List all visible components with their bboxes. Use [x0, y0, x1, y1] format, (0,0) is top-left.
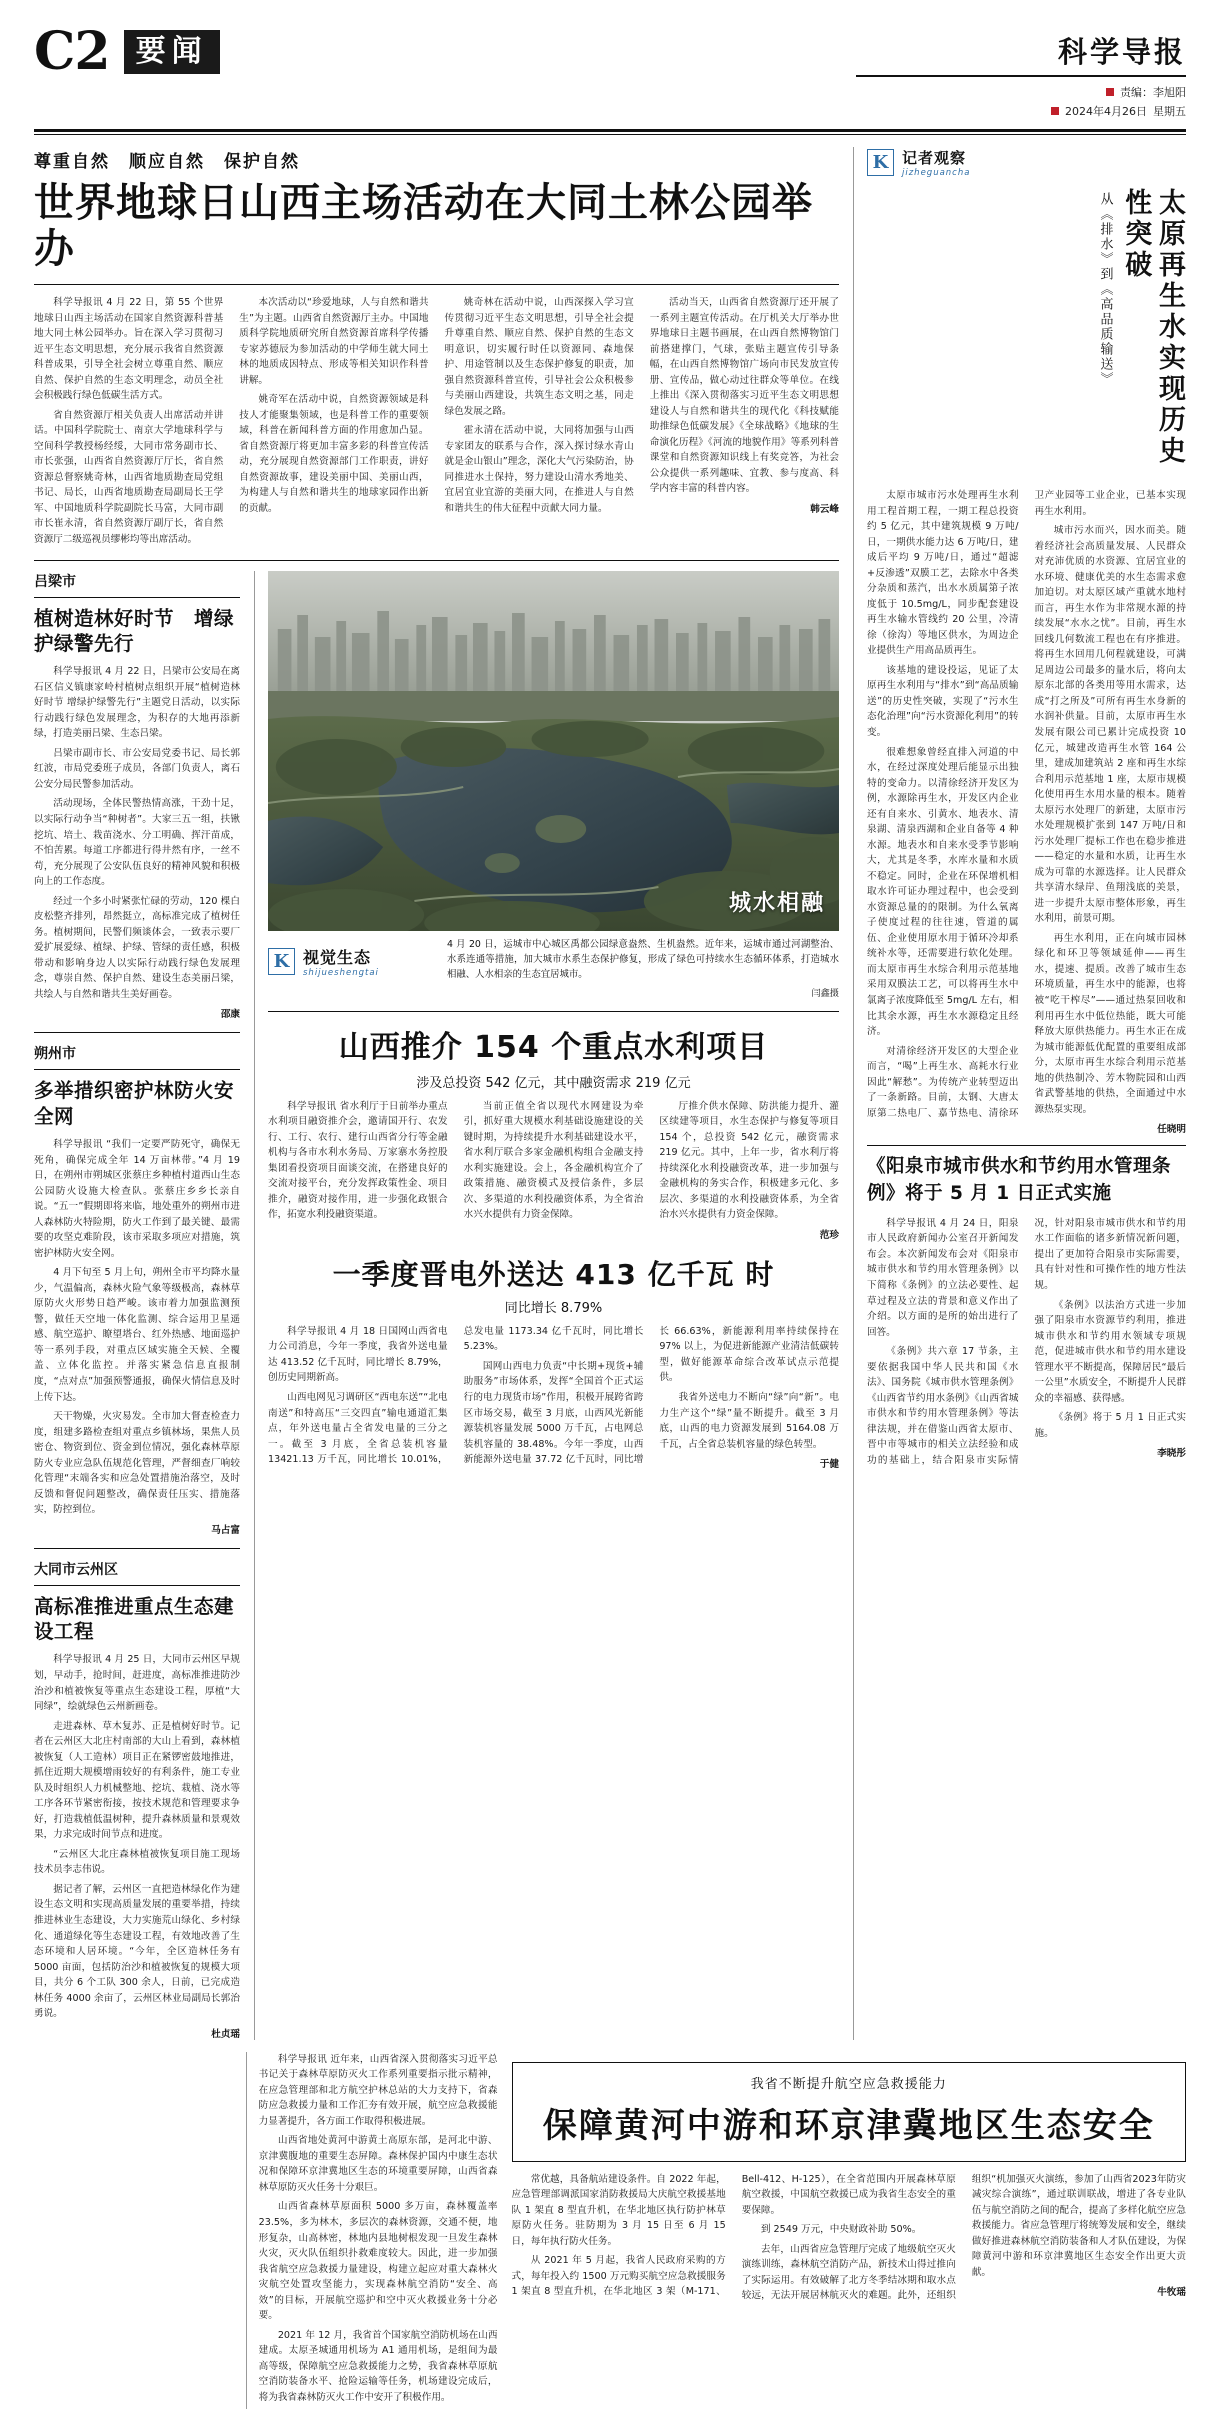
rail-paragraph: 对清徐经济开发区的大型企业而言，“喝”上再生水、高耗水行业因此“解愁”。为传统产业转型迈出了一条新路。目前，太钢、大唐太原第二热电厂、嘉节热电、清徐环卫产业园等工业企业，已基本实现再生水利用。	[867, 490, 1186, 1119]
lead-story	[34, 147, 839, 548]
rail-sub-paragraph: 《条例》以法治方式进一步加强了阳泉市水资源节约利用，推进城市供水和节约用水领域专项规范，促进城市供水和节约用水建设管理水平不断提高，保障居民“最后一公里”水质安全，不断提升人民群众的幸福感、获得感。	[1034, 1299, 1186, 1404]
red-square-icon-2	[1051, 107, 1059, 115]
forest-paragraph: 去年，山西省应急管理厅完成了地级航空灭火演练训练，森林航空消防产品，新技术山得过推向了实际运用。有效破解了北方冬季结冰期和取水点较远，无法开展居林航灭火的难题。此外，还组织组织“机加强灭火演练，参加了山西省2023年防灾减灾综合演练”，通过联训联战，增进了各专业队伍与航空消防之间的配合，提高了多样化航空应急救援能力。省应急管理厅将统筹发展和安全，继续做好推进森林航空消防装备和人才队伍建设，为保障黄河中游和环京津冀地区生态安全作出更大贡献。	[741, 2173, 1186, 2302]
story-paragraph: 据记者了解，云州区一直把造林绿化作为建设生态文明和实现高质量发展的重要举措，持续推进林业生态建设，大力实施荒山绿化、乡村绿化、通道绿化等生态建设工程，有效地改善了生态环境和人居环境。“今年，全区造林任务有 5000 亩面，包括防治沙和植被恢复的规模大项目，共分 6 个工队 300 余人，日前，已完成造林任务 4000 余亩了，云州区林业局副局长郭治勇说。	[34, 1883, 240, 2020]
story-paragraph: “云州区大北庄森林植被恢复项目施工现场技术员李志伟说。	[34, 1848, 240, 1876]
story-lvliang	[34, 571, 240, 1021]
lead-body	[34, 295, 839, 548]
main-column	[34, 147, 839, 2040]
lead-paragraph: 姚奇军在活动中说，自然资源领域是科技人才能聚集领域，也是科普工作的重要领域，科普在新闻科普方面的作用愈加凸显。省自然资源厅将更加丰富多彩的科普宣传活动，充分展现自然资源部门工作职责，讲好自然资源故事，建设美丽中国、美丽山西，为构建人与自然和谐共生的地球家园作出新的贡献。	[239, 394, 429, 514]
story-paragraph: 天干物燥，火灾易发。全市加大督查检查力度，组建多路检查组对重点乡镇林场，果焦人员密仓、物资到位、资金到位情况，强化森林草原防火专业应急队伍规范化管理，严督细查厂响较化管理“末端各实和应急处置措施治落空，及时反馈和督促问题整改，确保责任压实、措施落实，防控到位。	[34, 1411, 240, 1516]
page-grid	[34, 147, 1186, 2040]
story-divider-2	[34, 1548, 240, 1549]
rail-headline: 太原再生水实现历史性突破	[1120, 188, 1185, 467]
k-logo-icon: K	[268, 948, 295, 975]
story-shuozhou	[34, 1043, 240, 1535]
story-paragraph: 科学导报讯 “我们一定要严防死守，确保无死角，确保完成全年 14 万亩林带。”4 月 19 日，在朔州市朔城区张蔡庄乡种植村道西山生态公园防火设施大检查队。张蔡庄乡乡长亲自说。“五一”假期即将来临，地处重外的朔州市进人森林防火特险期，防火工作到了最关键、最需要的攻坚克难阶段，该市采取多项应对措施，筑密护林防火安全网。	[34, 1139, 240, 1259]
lead-paragraph: 科学导报讯 4 月 22 日，第 55 个世界地球日山西主场活动在国家自然资源科普基地大同土林公园举办。旨在深入学习贯彻习近平生态文明思想，充分展示我省自然资源科普成果，引导全社会树立尊重自然、顺应自然、保护自然的生态文明理念，动员全社会积极践行绿色低碳生活方式。	[34, 297, 224, 402]
rail-sub-paragraph: 《条例》将于 5 月 1 日正式实施。	[1034, 1412, 1186, 1439]
story-byline: 马占富	[211, 1524, 240, 1536]
bottom-banner-block	[512, 2052, 1186, 2409]
rail-paragraph: 城市污水而兴，因水而美。随着经济社会高质量发展、人民群众对充沛优质的水资源、宜居宜业的水环境、健康优美的水生态需求愈加迫切。对太原区域产重就水地村而言，再生水作为非常规水源的持续发展“水水之忧”。目前，再生水回线几何数流工程也在有序推进。将再生水回用几何程就建设，可满足周边公司最多的量水后，将向太原东北部的各类用等用水需求，达成“打之所及”可所有再生水身新的水润补供量。目前，太原市再生水发展有限公司已累计完成投资 10 亿元，城建改造再生水管 164 公里，建成加建筑站 2 座和再生水综合利用示范基地 1 座，太原市规模化使用再生水用水量的根本。随着太原污水处理厂的新建，太原市污水处理规模扩张到 147 万吨/日和污水处理厂提标工作也在稳步推进——稳定的水量和水质，让再生水成为可靠的水源选择。让人民群众共享清水绿岸、鱼翔浅底的美景，进一步提升太原市整体形象，再生水利用，前景可期。	[1034, 525, 1186, 925]
issue-weekday: 星期五	[1153, 105, 1186, 118]
power-body	[268, 1324, 839, 1470]
rail-byline: 任晓明	[1157, 1124, 1186, 1136]
story-paragraph: 走进森林、草木复苏、正是植树好时节。记者在云州区大北庄村南部的大山上看到，森林植被恢复（人工造林）项目正在紧锣密鼓地推进，抓住近期大规模增雨较好的有利条件，施工专业队及时组织人力机械整地、挖坑、栽植、浇水等工序各环节紧密衔接，按技术规范和管理要求争好，打造栽植低温树种，提升森林质量和景观效果，力求完成时间节点和进度。	[34, 1720, 240, 1841]
page-number: C2	[34, 21, 110, 82]
forest-paragraph: 常优越，具备航站建设条件。自 2022 年起，应急管理部调派国家消防救援局大庆航空救援基地队 1 架直 8 型直升机，在华北地区执行防护林草原防火任务。驻防期为 3 月 15 日至 6 月 15 日，每年执行防火任务。	[511, 2173, 726, 2247]
story-paragraph: 活动现场，全体民警热情高涨，干劲十足，以实际行动争当“种树者”。大家三五一组，扶锹挖坑、培土、栽苗浇水、分工明确、挥汗苗成，不怕苦累。每道工序都进行得井然有序，一丝不苟，充分展现了公安队伍良好的精神风貌和积极向上的工作态度。	[34, 798, 240, 888]
forest-paragraph: 山西省地处黄河中游黄土高原东部，是河北中游、京津冀腹地的重要生态屏障。森林保护国内中康生态状况和保障环京津冀地区生态的环境重要屏障，山西省森林草原防灭火任务十分艰巨。	[258, 2135, 498, 2193]
forest-paragraph: 山西省森林草原面积 5000 多万亩，森林覆盖率 23.5%，多为林木，多层次的森林资源，交通不便，地形复杂，山高林密，林地内县地树根发现一旦发生森林火灾，灭火队伍组织扑救难度较大。因此，进一步加强我省航空应急救援力量建设，构建立起应对重大森林火灾航空处置攻坚能力，实现森林航空消防“安全、高效”的目标，开展航空巡护和空中灭火救援业务十分必要。	[258, 2201, 498, 2322]
rail-sub-paragraph: 科学导报讯 4 月 24 日，阳泉市人民政府新闻办公室召开新闻发布会。本次新闻发布会对《阳泉市城市供水和节约用水管理条例》以下简称《条例》的立法必要性、起草过程及立法的背景和意义作出了介绍。以方面的是所的始出进行了回答。	[867, 1217, 1019, 1338]
photo-overlay-caption: 城水相融	[728, 890, 825, 916]
masthead-meta	[856, 84, 1186, 119]
story-divider	[34, 1032, 240, 1033]
observe-title: 记者观察	[902, 149, 967, 167]
power-headline: 一季度晋电外送达 413 亿千瓦 时	[332, 1257, 775, 1291]
masthead	[34, 21, 1186, 119]
photo-credit: 闫鑫摄	[811, 987, 839, 999]
story-headline: 多举措织密护林防火安全网	[34, 1079, 235, 1128]
story-paragraph: 4 月下旬至 5 月上旬，朔州全市平均降水量少，气温偏高，森林火险气象等级极高，森林草原防火火形势日趋严峻。该市着力加强监测预警，做任天空地一体化监测、综合运用卫星遥感、航空巡护、瞭望塔台、红外热感、地面巡护等一系列手段，对重点区域实施全天候、全覆盖、立体化监控。并落实紧急信息直报制度，“点对点”加强预警通报，确保火情信息及时上传下达。	[34, 1267, 240, 1403]
water-paragraph: 当前正值全省以现代水网建设为牵引，抓好重大规模水利基础设施建设的关键时期，为持续提升水利基础建设水平，省水利厅联合多家金融机构组合金融支持水利实施建设。会上，各金融机构宣介了政策措施、融资模式及授信条件，多层次、多渠道的水利投融资体系，为全省治水兴水提供有力资金保障。	[463, 1100, 644, 1221]
right-rail	[853, 147, 1186, 2040]
power-paragraph: 我省外送电力不断向“绿”向“新”。电力生产这个“绿”量不断提升。截至 3 月底，山西的电力资源发展到 5164.08 万千瓦，占全省总装机容量的绿色转型。	[659, 1392, 839, 1450]
power-byline: 于健	[819, 1459, 839, 1471]
mid-band	[34, 571, 839, 2040]
reporter-observe-label	[867, 147, 1186, 178]
visual-eco-title: 视觉生态	[303, 947, 372, 967]
water-body	[268, 1099, 839, 1241]
story-paragraph: 科学导报讯 4 月 25 日，大同市云州区早规划，早动手，抢时间，赶进度，高标准推进防沙治沙和植被恢复等重点生态建设工程，厚植“大同绿”，绘就绿色云州新画卷。	[34, 1654, 240, 1713]
rail-sub-paragraph: 《条例》共六章 17 节条，主要依据我国中华人民共和国《水法》、国务院《城市供水管理条例》《山西省节约用水条例》《山西省城市供水和节约用水管理条例》等法律法规，并在借鉴山西省太原市、晋中市等城市的相关立法经验和成功的基础上，结合阳泉市实际情况，针对阳泉市城市供水和节约用水工作面临的诸多新情况新问题，提出了更加符合阳泉市实际需要，具有针对性和可操作性的地方性法规。	[867, 1217, 1186, 1466]
photo-block	[268, 571, 839, 931]
forest-paragraph: 从 2021 年 5 月起，我省人民政府采购的方式，每年投入约 1500 万元购买航空应急救援服务 1 架直 8 型直升机，在华北地区 3 架（M-171、Bell-412、H-125），在全省范围内开展森林草原航空救援，中国航空救援已成为我省生态安全的重要保障。	[511, 2173, 956, 2298]
story-rule	[34, 1585, 240, 1586]
story-paragraph: 经过一个多小时紧张忙碌的劳动，120 棵白皮松整齐排列，昂然挺立，高标准完成了植树任务。植树期间，民警们频谈体会，一致表示要厂爱扩展爱绿、植绿、护绿、管绿的责任感，积极带动和影响身边人以实际行动践行绿色发展理念，尊崇自然、保护自然、建设生态美丽吕梁，共绘人与自然和谐共生美好画卷。	[34, 895, 240, 1000]
editor-label: 责编：李旭阳	[1120, 86, 1186, 99]
rail-sub-body	[867, 1216, 1186, 1469]
masthead-divider-2	[34, 134, 1186, 135]
lead-paragraph: 霍永清在活动中说，大同将加强与山西专家团友的联系与合作，深入探讨绿水青山就是金山银山”理念，深化大气污染防治，协同推进水土保持，努力建设山清水秀地美、宜居宜业宜游的美丽大同，在推进人与自然和谐共生的伟大征程中贡献大同力量。	[444, 425, 634, 514]
water-paragraph: 科学导报讯 省水利厅于日前举办重点水利项目融资推介会，邀请国开行、农发行、工行、农行、建行山西省分行等金融机构与各市水利水务局、万家寨水务控股集团看投资项目面谈交流，在搭建良好的交流对接平台，充分发挥政策性金、项目推介，融资对接作用，进一步强化政银合作，拓宽水利投融资渠道。	[268, 1100, 448, 1221]
lead-paragraph: 本次活动以“珍爱地球，人与自然和谐共生”为主题。山西省自然资源厅主办。中国地质科学院地质研究所自然资源首席科学传播专家苏德辰为参加活动的中学师生就大同土林的地质成因特点、形成等相关知识作科普讲解。	[239, 297, 429, 386]
lead-headline: 世界地球日山西主场活动在大同土林公园举办	[34, 180, 813, 272]
lead-paragraph: 省自然资源厅相关负责人出席活动并讲话。中国科学院院士、南京大学地球科学与空间科学教授杨经绥，大同市常务副市长、市长张强，山西省自然资源厅厅长，省自然资源总督察姚奇林，山西省地质勘查局党组书记、局长，山西省地质勘查局副局长王学军、中国地质科学院副院长马富，大同市副市长崔永清，省自然资源厅副厅长，省自然资源厅二级巡视员缪彬均等出席活动。	[34, 409, 224, 545]
banner	[512, 2062, 1186, 2162]
masthead-left	[34, 21, 220, 82]
left-stories-column	[34, 571, 240, 2040]
water-subhead: 涉及总投资 542 亿元，其中融资需求 219 亿元	[416, 1075, 691, 1091]
lead-rule	[34, 284, 839, 285]
story-headline: 高标准推进重点生态建设工程	[34, 1594, 235, 1644]
visual-eco-pinyin: shijueshengtai	[303, 967, 379, 978]
forest-paragraph: 到 2549 万元，中央财政补助 50%。	[760, 2224, 922, 2236]
lead-paragraph: 姚奇林在活动中说，山西深探入学习宣传贯彻习近平生态文明思想，引导全社会提升尊重自然、顺应自然、保护自然的生态文明意识，切实履行时任以资源同、森地保护、用途管制以及生态保护修复的职责，加强自然资源科普宣传，引导社会公众积极参与美丽山西建设，共筑生态文明之基，同走绿色发展之路。	[444, 297, 634, 417]
city-tag: 大同市云州区	[34, 1561, 118, 1578]
masthead-divider	[34, 129, 1186, 132]
photo-caption-row	[268, 937, 839, 999]
lead-kicker: 尊重自然 顺应自然 保护自然	[34, 152, 300, 172]
bottom-spacer-left	[34, 2052, 232, 2409]
bottom-forest-left	[246, 2052, 498, 2409]
water-paragraph: 厅推介供水保障、防洪能力提升、灌区续建等项目，水生态保护与修复等项目 154 个，总投资 542 亿元，融资需求 219 亿元。其中，上年一步，省水利厅将持续深化水利投融资改革，进一步加强与金融机构的务实合作，积极建多元化、多层次、多渠道的水利投融资体系，为全省治水兴水提供有力资金保障。	[659, 1100, 839, 1221]
story-rule	[34, 1069, 240, 1070]
lead-byline: 韩云峰	[810, 503, 839, 515]
banner-kicker: 我省不断提升航空应急救援能力	[750, 2076, 947, 2092]
observe-pinyin: jizheguancha	[902, 168, 971, 178]
rail-paragraph: 该基地的建设投运，见证了太原再生水利用与“排水”到“高品质输送”的历史性突破，实现了“污水生态化治理”向“污水资源化利用”的转变。	[867, 664, 1019, 738]
story-headline: 植树造林好时节 增绿护绿警先行	[34, 606, 235, 655]
rail-paragraph: 再生水利用，正在向城市园林绿化和环卫等领域延伸——再生水，提速、提质。改善了城市生态环境质量，再生水中的能源，也将被“吃干榨尽”——通过热泵回收和利用再生水中低位热能，既大可能释放大原供热能力。再生水正在成为城市能源低优配置的重要组成部分，太原市再生水综合利用示范基地的供热制冷、芳木物院园和山西省武警基地的供热，全面通过中水源热泵实现。	[1034, 932, 1186, 1115]
section-divider	[34, 560, 839, 561]
date-row	[1051, 103, 1186, 119]
k-logo-icon-2: K	[867, 149, 894, 176]
story-byline: 邵康	[220, 1009, 240, 1021]
rail-subhead: 从《排水》到《高品质输送》	[1097, 192, 1113, 387]
forest-paragraph: 2021 年 12 月，我省首个国家航空消防机场在山西建成。太原圣城通用机场为 A1 通用机场，是组间为最高等级，保障航空应急救援能力之势，我省森林草原航空消防装备水平、抢险运输等任务，机场建设完成后，将为我省森林防灭火工作中安开了积极作用。	[258, 2329, 498, 2403]
city-tag: 朔州市	[34, 1046, 76, 1063]
banner-body	[512, 2172, 1186, 2304]
center-divider	[268, 1011, 839, 1012]
rail-paragraph: 很难想象曾经直排入河道的中水，在经过深度处理后能显示出独特的变命力。以清徐经济开发区为例，水源除再生水，开发区内企业还有自来水、引黄水、地表水、清泉湖、清泉西湖和企业自备等 4 种水源。地表水和自来水受季节影响大，尤其是冬季，水库水量和水质不稳定。同时，企业在环保增机相取水许可证办理过程中，也会受到水资源总量的的限制。为什么氧离子使度过程的往往速，管道的属伍、企业使用原水用于循环冷却系统补水等，还需要进行软化处理。而太原市再生水综合利用示范基地采用双膜法工艺，可以将再生水中氯离子浓度降低至 5mg/L 左右，相比其余水源，再生水水源稳定且经济。	[867, 746, 1019, 1038]
photo-caption-text-wrap	[447, 937, 839, 999]
issue-date: 2024年4月26日	[1065, 105, 1147, 118]
power-subhead: 同比增长 8.79%	[504, 1300, 603, 1316]
paper-title: 科学导报	[1057, 35, 1186, 69]
power-paragraph: 山西电网见习调研区“西电东送”“北电南送”和特高压“三交四直”输电通道汇集点，年外送电量占全省发电量的三分之一。截至 3 月底，全省总装机容量 13421.13 万千瓦，同比增长 10.01%，总发电量 1173.34 亿千瓦时，同比增长 5.23%。	[268, 1325, 644, 1466]
story-yunzhou	[34, 1559, 240, 2040]
aerial-city-photo	[268, 571, 839, 931]
red-square-icon	[1106, 88, 1114, 96]
bottom-section	[34, 2052, 1186, 2409]
editor-row	[1106, 84, 1186, 100]
lead-paragraph: 活动当天，山西省自然资源厅还开展了一系列主题宣传活动。在厅机关大厅举办世界地球日主题书画展，在山西自然博物馆门前搭建撑门，气球，张贴主题宣传引导条幅，在山西自然博物馆广场向市民发放宣传册、宣传品，做心动过往群众等单位。在线上推出《深入贯彻落实习近平生态文明思想 建设人与自然和谐共生的现代化《科技赋能 助推绿色低碳发展》《全球战略》《地球的生命演化历程》《河流的地貌作用》等系列科普课堂和自然资源知识线上有奖竞答，为社会公众提供一系列趣味、宜教、参与度高、科学内容丰富的科普内容。	[649, 297, 839, 495]
story-paragraph: 吕梁市副市长、市公安局党委书记、局长郭红波，市局党委班子成员，各部门负责人，离石公安分局民警参加活动。	[34, 747, 240, 790]
rail-sub-byline: 李晓彤	[1157, 1448, 1186, 1460]
forest-paragraph: 科学导报讯 近年来，山西省深入贯彻落实习近平总书记关于森林草原防灭火工作系列重要指示批示精神，在应急管理部和北方航空护林总站的大力支持下，省森防应急救援力量和工作汇夯有效开展，航空应急救援能力显著提升，各方面工作取得积极进展。	[258, 2053, 498, 2127]
rail-body	[867, 488, 1186, 1135]
power-paragraph: 科学导报讯 4 月 18 日国网山西省电力公司消息，今年一季度，我省外送电量达 413.52 亿千瓦时，同比增长 8.79%，创历史同期新高。	[268, 1325, 448, 1384]
water-byline: 范珍	[819, 1229, 839, 1241]
rail-vertical-title-block	[867, 188, 1186, 488]
section-badge: 要闻	[124, 30, 220, 75]
rail-divider	[867, 1145, 1186, 1146]
city-tag: 吕梁市	[34, 573, 76, 590]
masthead-rule	[856, 75, 1186, 77]
rail-paragraph: 太原市城市污水处理再生水利用工程首期工程，一期工程总投资约 5 亿元，其中建筑规模 9 万吨/日，一期供水能力达 6 万吨/日，建成后平均 9 万吨/日，通过“超滤+反渗透”双膜工艺，去除水中各类分杂质和蒸汽，出水水质属第子浓度低于 10.5mg/L，同步配套建设再生水输水管线约 20 公里，冷清徐（徐沟）等地区供水，为周边企业提供生产用高品质再生。	[867, 490, 1019, 657]
story-byline: 杜贞瑶	[211, 2028, 240, 2040]
forest-byline: 牛牧瑶	[1157, 2287, 1186, 2299]
water-headline: 山西推介 154 个重点水利项目	[338, 1029, 769, 1065]
story-paragraph: 科学导报讯 4 月 22 日，吕梁市公安局在离石区信义镇康家岭村植树点组织开展“植树造林好时节 增绿护绿警先行”主题党日活动，以实际行动践行绿色发展理念，为积存的大地再添新绿，打造美丽吕梁、生态吕梁。	[34, 666, 240, 740]
story-power-export	[268, 1253, 839, 1470]
power-paragraph: 国网山西电力负责“中长期+现货+辅助服务”市场体系，发挥“全国首个正式运行的电力现货市场”作用，积极开展跨省跨区市场交易，截至 3 月底，山西风光新能源装机容量发展 5000 万千瓦，占电网总装机容量的 38.48%。今年一季度，山西新能源外送电量 37.72 亿千瓦时，同比增长 66.63%，新能源利用率持续保持在 97% 以上，为促进新能源产业清洁低碳转型，做好能源革命综合改革试点示范提供。	[463, 1325, 839, 1466]
story-water-projects	[268, 1022, 839, 1241]
story-rule	[34, 597, 240, 598]
masthead-right	[856, 26, 1186, 119]
rail-sub-headline: 《阳泉市城市供水和节约用水管理条例》将于 5 月 1 日正式实施	[867, 1156, 1172, 1205]
banner-headline: 保障黄河中游和环京津冀地区生态安全	[542, 2105, 1155, 2146]
visual-eco-label	[268, 937, 433, 978]
photo-caption: 4 月 20 日，运城市中心城区禹都公园绿意盎然、生机盎然。近年来，运城市通过河湖整治、水系连通等措施，加大城市水系生态保护修复，形成了绿色可持续水生态循环体系，打造城水相融、人水相亲的生态宜居城市。	[447, 938, 839, 980]
center-column	[254, 571, 839, 2040]
